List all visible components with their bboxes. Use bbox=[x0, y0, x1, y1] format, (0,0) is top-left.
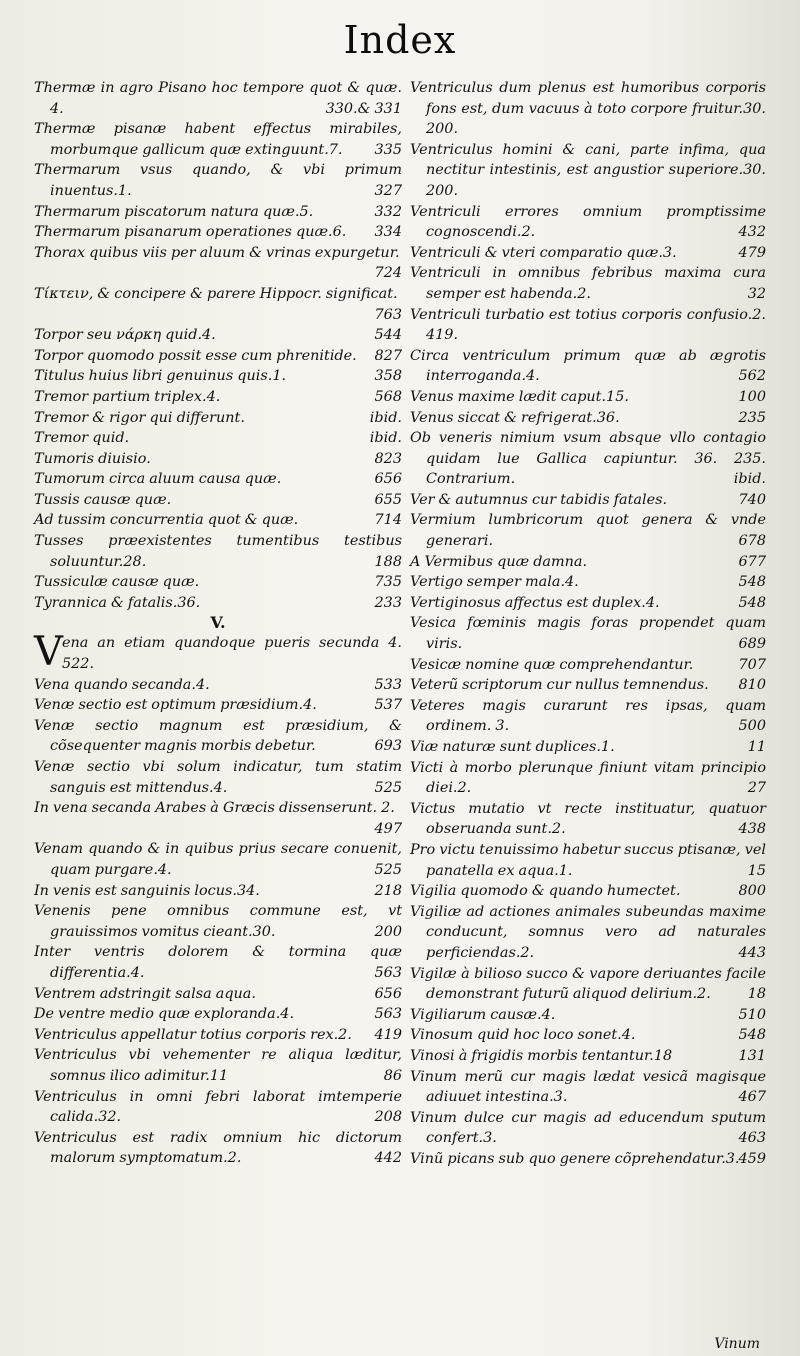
entry-text: Venæ sectio est optimum præsidium.4. bbox=[34, 697, 317, 714]
index-entry bbox=[34, 1045, 402, 1086]
index-entry bbox=[410, 758, 766, 799]
index-entries-v bbox=[34, 675, 402, 1169]
page-reference: 544 bbox=[374, 327, 402, 344]
page-reference: 200 bbox=[374, 923, 402, 940]
index-entry bbox=[410, 510, 766, 551]
page-reference: 810 bbox=[738, 677, 766, 694]
entry-text: Venus maxime lædit caput.15. bbox=[410, 388, 629, 405]
page-reference: 525 bbox=[374, 779, 402, 796]
page-reference: 27 bbox=[747, 780, 766, 797]
index-entry bbox=[410, 78, 766, 140]
entry-text: Ventriculus est radix omnium hic dictorum malorum symptomatum.2. bbox=[34, 1129, 402, 1167]
entry-text: Thermarum pisanarum operationes quæ.6. bbox=[34, 224, 347, 241]
index-entry bbox=[410, 202, 766, 243]
page-reference: 735 bbox=[374, 574, 402, 591]
index-entry bbox=[34, 798, 402, 839]
page-reference: 763 bbox=[374, 306, 402, 323]
index-entry bbox=[34, 449, 402, 470]
page-reference: 335 bbox=[374, 141, 402, 158]
page-reference: 188 bbox=[374, 553, 402, 570]
entry-text: Victus mutatio vt recte instituatur, quatuor obseruanda sunt.2. bbox=[410, 800, 766, 838]
entry-text: Vinum merũ cur magis lædat vesicã magisque adiuuet intestina.3. bbox=[410, 1068, 766, 1106]
entry-text: Circa ventriculum primum quæ ab ægrotis interroganda.4. bbox=[410, 347, 766, 385]
page-reference: 563 bbox=[374, 1006, 402, 1023]
index-entry bbox=[34, 346, 402, 367]
index-entry bbox=[410, 346, 766, 387]
entry-text: Torpor seu νάρκη quid.4. bbox=[34, 327, 216, 344]
index-entry bbox=[410, 1005, 766, 1026]
entry-text: Thermarum piscatorum natura quæ.5. bbox=[34, 203, 314, 220]
index-entry bbox=[410, 799, 766, 840]
index-entry bbox=[410, 572, 766, 593]
entry-text: Tremor partium triplex.4. bbox=[34, 388, 221, 405]
page-reference: 15 bbox=[747, 862, 766, 879]
index-entry bbox=[410, 263, 766, 304]
page-reference: 233 bbox=[374, 594, 402, 611]
page-reference: ibid. bbox=[369, 430, 402, 447]
entry-text: Titulus huius libri genuinus quis.1. bbox=[34, 368, 287, 385]
entry-text: Vigilia quomodo & quando humectet. bbox=[410, 883, 681, 900]
entry-text: Veteres magis curarunt res ipsas, quam ordinem. 3. bbox=[410, 697, 766, 735]
entry-text: Ventriculi & vteri comparatio quæ.3. bbox=[410, 244, 677, 261]
entry-text: A Vermibus quæ damna. bbox=[410, 553, 588, 570]
entry-text: Veterũ scriptorum cur nullus temnendus. bbox=[410, 677, 709, 694]
entry-text: Ventriculi turbatio est totius corporis confusio.2. 419. bbox=[410, 306, 766, 344]
index-entry bbox=[410, 1046, 766, 1067]
entry-text: Tumoris diuisio. bbox=[34, 450, 151, 467]
index-entry bbox=[34, 160, 402, 201]
index-entry bbox=[34, 757, 402, 798]
page-reference: ibid. bbox=[369, 409, 402, 426]
index-entry bbox=[34, 366, 402, 387]
page-reference: 438 bbox=[738, 821, 766, 838]
index-entry bbox=[34, 881, 402, 902]
page-reference: 327 bbox=[374, 182, 402, 199]
index-entry bbox=[34, 572, 402, 593]
page-reference: 479 bbox=[738, 244, 766, 261]
page-reference: 537 bbox=[374, 697, 402, 714]
index-entry bbox=[34, 593, 402, 614]
entry-text: Ventriculus dum plenus est humoribus corporis fons est, dum vacuus à toto corpore fruitur.30. 200. bbox=[410, 80, 766, 138]
index-entry-first-v bbox=[34, 629, 402, 676]
entry-text: Vigiliarum causæ.4. bbox=[410, 1006, 556, 1023]
index-entry bbox=[410, 305, 766, 346]
page-reference: 497 bbox=[374, 820, 402, 837]
entry-text: Venæ sectio magnum est præsidium, & cõsequenter magnis morbis debetur. bbox=[34, 717, 402, 755]
index-entry bbox=[34, 901, 402, 942]
index-entry bbox=[34, 243, 402, 284]
index-entry bbox=[34, 1004, 402, 1025]
entry-text: Τίκτειν, & concipere & parere Hippocr. significat. bbox=[34, 285, 398, 302]
page-reference: 689 bbox=[738, 636, 766, 653]
entry-text: Venus siccat & refrigerat.36. bbox=[410, 409, 620, 426]
section-heading-v: V. bbox=[210, 613, 226, 633]
page-reference: 740 bbox=[738, 491, 766, 508]
page-reference: 548 bbox=[738, 594, 766, 611]
page-reference: 656 bbox=[374, 985, 402, 1002]
entry-text: Viæ naturæ sunt duplices.1. bbox=[410, 739, 615, 755]
entry-text: Ventriculus vbi vehementer re aliqua læditur, somnus ilico adimitur.11 bbox=[34, 1047, 402, 1084]
index-entry bbox=[34, 716, 402, 757]
index-entry bbox=[410, 675, 766, 696]
left-column bbox=[34, 78, 402, 1169]
entry-text: Vertigo semper mala.4. bbox=[410, 574, 579, 591]
page-reference: 432 bbox=[738, 224, 766, 241]
page-title: Index bbox=[343, 18, 457, 62]
page-reference: 358 bbox=[374, 368, 402, 385]
entry-text: Tremor & rigor qui differunt. bbox=[34, 409, 245, 426]
page-reference: 86 bbox=[383, 1067, 402, 1084]
page-reference: ibid. bbox=[733, 471, 766, 488]
entry-text: Vesicæ nomine quæ comprehendantur. bbox=[410, 656, 694, 673]
entry-text: Ver & autumnus cur tabidis fatales. bbox=[410, 491, 668, 508]
page-reference: 714 bbox=[374, 512, 402, 529]
entry-text: Inter ventris dolorem & tormina quæ differentia.4. bbox=[34, 944, 402, 981]
entry-text: Venenis pene omnibus commune est, vt grauissimos vomitus cieant.30. bbox=[34, 903, 402, 940]
index-entries-right bbox=[410, 78, 766, 1169]
index-entry bbox=[34, 1025, 402, 1046]
page-reference: 827 bbox=[374, 347, 402, 364]
page-reference: 332 bbox=[374, 203, 402, 220]
index-entry bbox=[410, 428, 766, 490]
entry-text: Tussis causæ quæ. bbox=[34, 491, 172, 508]
entry-text: Venæ sectio vbi solum indicatur, tum statim sanguis est mittendus.4. bbox=[34, 759, 402, 796]
page-reference: 693 bbox=[374, 738, 402, 755]
page-reference: 100 bbox=[738, 388, 766, 405]
right-column bbox=[410, 78, 766, 1169]
page-reference: 218 bbox=[374, 882, 402, 899]
index-entry bbox=[34, 428, 402, 449]
index-entry bbox=[410, 737, 766, 758]
page-reference: 548 bbox=[738, 574, 766, 591]
entry-text: Tusses præexistentes tumentibus testibus soluuntur.28. bbox=[34, 533, 402, 570]
index-entry bbox=[410, 408, 766, 429]
entry-text: Ventriculus in omni febri laborat imtemperie calida.32. bbox=[34, 1088, 402, 1126]
entry-text: Vermium lumbricorum quot genera & vnde generari. bbox=[410, 512, 766, 550]
index-entry bbox=[34, 531, 402, 572]
entry-text: Ventriculi errores omnium promptissime cognoscendi.2. bbox=[410, 203, 766, 241]
page-reference: 32 bbox=[747, 285, 766, 302]
page-reference: 707 bbox=[738, 656, 766, 673]
index-entry bbox=[410, 840, 766, 881]
entry-text: Vigilæ à bilioso succo & vapore deriuantes facile demonstrant futurũ aliquod delirium.2. bbox=[410, 965, 766, 1003]
entry-text: Tussiculæ causæ quæ. bbox=[34, 574, 200, 591]
page-reference: 525 bbox=[374, 861, 402, 878]
index-entry bbox=[410, 881, 766, 902]
index-entry bbox=[410, 243, 766, 264]
entry-text: In venis est sanguinis locus.34. bbox=[34, 882, 260, 899]
entry-text: Ventriculi in omnibus febribus maxima cura semper est habenda.2. bbox=[410, 265, 766, 302]
index-entry bbox=[34, 222, 402, 243]
page-reference: 724 bbox=[374, 265, 402, 282]
index-entry bbox=[410, 1108, 766, 1149]
entry-text: Ob veneris nimium vsum absque vllo contagio quidam lue Gallica capiuntur. 36. 235. Contrarium. bbox=[410, 430, 766, 488]
entry-text: Tumorum circa aluum causa quæ. bbox=[34, 471, 282, 488]
index-entry bbox=[34, 839, 402, 880]
entry-text: Tremor quid. bbox=[34, 430, 130, 447]
page-reference: 208 bbox=[374, 1109, 402, 1126]
entry-text: Vertiginosus affectus est duplex.4. bbox=[410, 594, 660, 611]
entry-text: Vinũ picans sub quo genere cõprehendatur.3. bbox=[410, 1150, 740, 1167]
drop-cap: V bbox=[34, 629, 63, 676]
page-reference: 655 bbox=[374, 491, 402, 508]
entry-text: Ventriculus appellatur totius corporis rex.2. bbox=[34, 1026, 352, 1043]
index-entry bbox=[410, 964, 766, 1005]
index-entry bbox=[410, 696, 766, 737]
index-entry bbox=[410, 140, 766, 202]
entry-text: Victi à morbo plerunque finiunt vitam principio diei.2. bbox=[410, 759, 766, 797]
page-reference: 548 bbox=[738, 1027, 766, 1044]
index-entry bbox=[410, 593, 766, 614]
index-entry bbox=[34, 202, 402, 223]
page-reference: 656 bbox=[374, 471, 402, 488]
index-entry bbox=[34, 490, 402, 511]
index-entry bbox=[34, 469, 402, 490]
catchword: Vinum bbox=[714, 1336, 760, 1352]
index-entry bbox=[34, 510, 402, 531]
page-reference: 533 bbox=[374, 676, 402, 693]
index-entry bbox=[410, 902, 766, 964]
page-reference: 330.& 331 bbox=[325, 100, 402, 117]
page-reference: 823 bbox=[374, 450, 402, 467]
index-entry bbox=[34, 284, 402, 325]
index-entry bbox=[410, 1149, 766, 1170]
index-entry bbox=[34, 78, 402, 119]
entry-text: Ventriculus homini & cani, parte infima, qua nectitur intestinis, est angustior superiore.30. 200. bbox=[410, 141, 766, 199]
page-reference: 443 bbox=[738, 944, 766, 961]
index-entry bbox=[410, 655, 766, 676]
page-reference: 11 bbox=[747, 739, 766, 755]
page-reference: 463 bbox=[738, 1130, 766, 1147]
index-entry bbox=[410, 490, 766, 511]
page-reference: 678 bbox=[738, 533, 766, 550]
index-entry bbox=[34, 1087, 402, 1128]
index-entry bbox=[410, 1025, 766, 1046]
page-reference: 131 bbox=[738, 1047, 766, 1064]
index-entry bbox=[34, 984, 402, 1005]
page-reference: 459 bbox=[738, 1150, 766, 1167]
index-entry bbox=[34, 119, 402, 160]
entry-text: Thermæ pisanæ habent effectus mirabiles, morbumque gallicum quæ extinguunt.7. bbox=[34, 121, 402, 158]
page-reference: 334 bbox=[374, 224, 402, 241]
index-entry bbox=[34, 387, 402, 408]
index-entry bbox=[410, 387, 766, 408]
entry-text: ena an etiam quandoque pueris secunda 4. 522. bbox=[62, 635, 402, 673]
index-entry bbox=[34, 942, 402, 983]
page-reference: 419 bbox=[374, 1026, 402, 1043]
entry-text: De ventre medio quæ exploranda.4. bbox=[34, 1006, 295, 1023]
index-entry bbox=[34, 675, 402, 696]
entry-text: Torpor quomodo possit esse cum phrenitide. bbox=[34, 347, 357, 364]
page-reference: 235 bbox=[738, 409, 766, 426]
entry-text: Vena quando secanda.4. bbox=[34, 676, 210, 693]
entry-text: In vena secanda Arabes à Græcis dissenserunt. 2. bbox=[34, 800, 395, 817]
page-reference: 677 bbox=[738, 553, 766, 570]
entry-text: Ad tussim concurrentia quot & quæ. bbox=[34, 512, 299, 529]
entry-text: Pro victu tenuissimo habetur succus ptisanæ, vel panatella ex aqua.1. bbox=[410, 841, 766, 879]
entry-text: Thermæ in agro Pisano hoc tempore quot & quæ. 4. bbox=[34, 80, 402, 117]
index-entry bbox=[410, 613, 766, 654]
entry-text: Venam quando & in quibus prius secare conuenit, quam purgare.4. bbox=[34, 841, 402, 878]
entry-text: Tyrannica & fatalis.36. bbox=[34, 594, 201, 611]
entry-text: Vinum dulce cur magis ad educendum sputum confert.3. bbox=[410, 1109, 766, 1147]
page-reference: 510 bbox=[738, 1006, 766, 1023]
index-entry bbox=[34, 1128, 402, 1169]
entry-text: Vinosum quid hoc loco sonet.4. bbox=[410, 1027, 636, 1044]
page-reference: 442 bbox=[374, 1150, 402, 1167]
index-entry bbox=[34, 408, 402, 429]
entry-text: Vesica fœminis magis foras propendet quam viris. bbox=[410, 615, 766, 653]
page-reference: 500 bbox=[738, 718, 766, 735]
entry-text: Vinosi à frigidis morbis tentantur.18 bbox=[410, 1047, 673, 1064]
index-entries-t bbox=[34, 78, 402, 613]
page-reference: 562 bbox=[738, 368, 766, 385]
entry-text: Vigiliæ ad actiones animales subeundas maxime conducunt, somnus vero ad naturales perficiendas.2. bbox=[410, 903, 766, 961]
entry-text: Thermarum vsus quando, & vbi primum inuentus.1. bbox=[34, 162, 402, 199]
entry-text: Ventrem adstringit salsa aqua. bbox=[34, 985, 256, 1002]
page-reference: 563 bbox=[374, 964, 402, 981]
index-entry bbox=[34, 695, 402, 716]
index-entry bbox=[410, 552, 766, 573]
page-reference: 800 bbox=[738, 883, 766, 900]
page-reference: 568 bbox=[374, 388, 402, 405]
entry-text: Thorax quibus viis per aluum & vrinas expurgetur. bbox=[34, 244, 400, 261]
index-entry bbox=[34, 325, 402, 346]
page-reference: 18 bbox=[747, 986, 766, 1003]
page-reference: 467 bbox=[738, 1089, 766, 1106]
index-entry bbox=[410, 1067, 766, 1108]
